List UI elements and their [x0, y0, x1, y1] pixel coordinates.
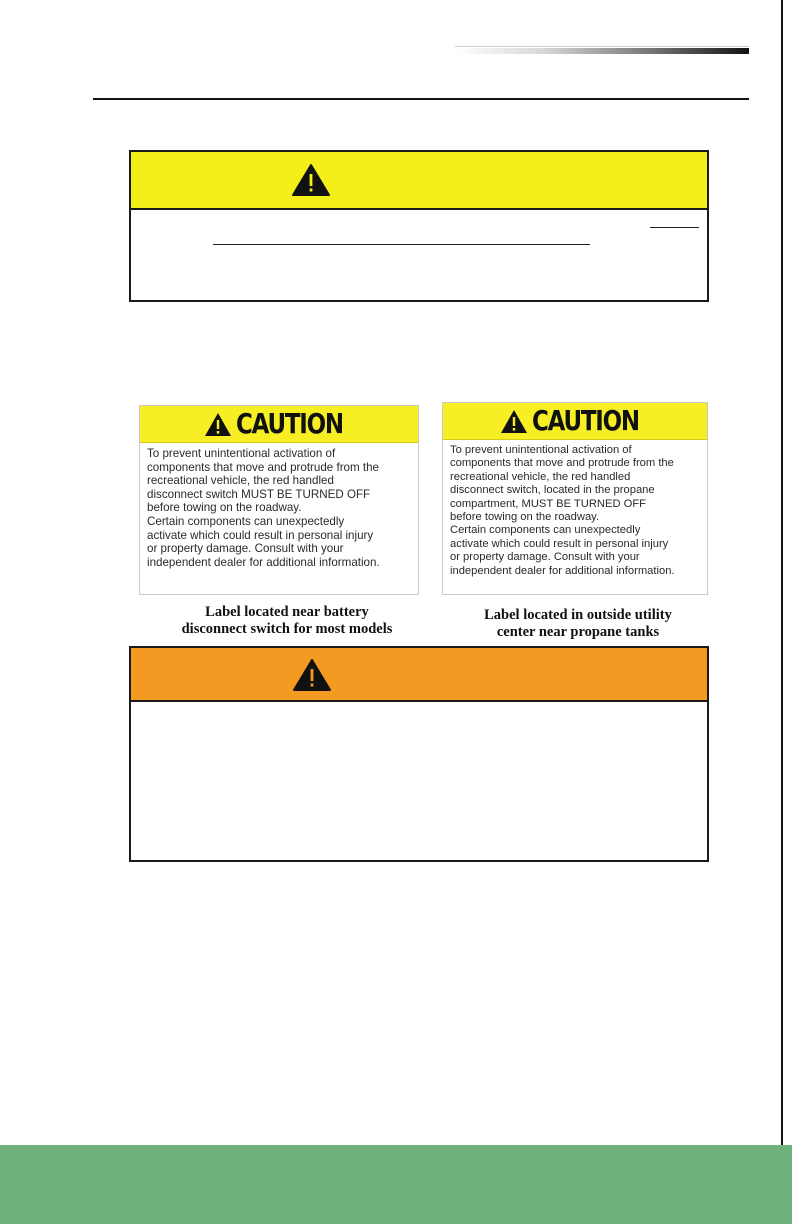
- warning-triangle-icon: [292, 658, 332, 692]
- caution-label-battery: [139, 405, 419, 595]
- caution-triangle-icon: [499, 408, 529, 435]
- caution-triangle-icon: [203, 411, 233, 438]
- warning-triangle-icon: [291, 163, 331, 197]
- underline-mark: [650, 227, 699, 228]
- page-edge-line: [781, 0, 783, 1224]
- warning-box: [129, 646, 709, 862]
- warning-box-header: [131, 648, 707, 702]
- header-accent-thin-line: [455, 46, 749, 47]
- underline-mark: [213, 244, 590, 245]
- caution-label-text: To prevent unintentional activation of components that move and protrude from the recreational vehicle, the red handled disconnect switch MUST BE TURNED OFF before towing on the roadway. Certain components can unexpectedly activate which could result in personal injury or property damage. Consult with your independent dealer for additional information.: [147, 447, 380, 569]
- caution-label-propane: [442, 402, 708, 595]
- footer-bar: [0, 1145, 792, 1224]
- caution-label-text: To prevent unintentional activation of components that move and protrude from the recreational vehicle, the red handled disconnect switch, located in the propane compartment, MUST BE TURNED OFF before towing on the roadway. Certain components can unexpectedly activate which could result in personal injury or property damage. Consult with your independent dealer for additional information.: [450, 444, 675, 577]
- label-caption-battery: Label located near battery disconnect switch for most models: [181, 604, 393, 637]
- caution-label-header: [140, 406, 418, 443]
- header-accent-bar: [455, 48, 749, 54]
- caution-heading: CAUTION: [531, 404, 639, 437]
- caution-box: [129, 150, 709, 302]
- header-rule: [93, 98, 749, 100]
- caution-heading: CAUTION: [235, 407, 343, 440]
- label-caption-propane: Label located in outside utility center near propane tanks: [484, 607, 672, 640]
- caution-label-header: [443, 403, 707, 440]
- caution-box-body: [131, 210, 707, 300]
- caution-box-header: [131, 152, 707, 210]
- warning-box-body: [131, 702, 707, 860]
